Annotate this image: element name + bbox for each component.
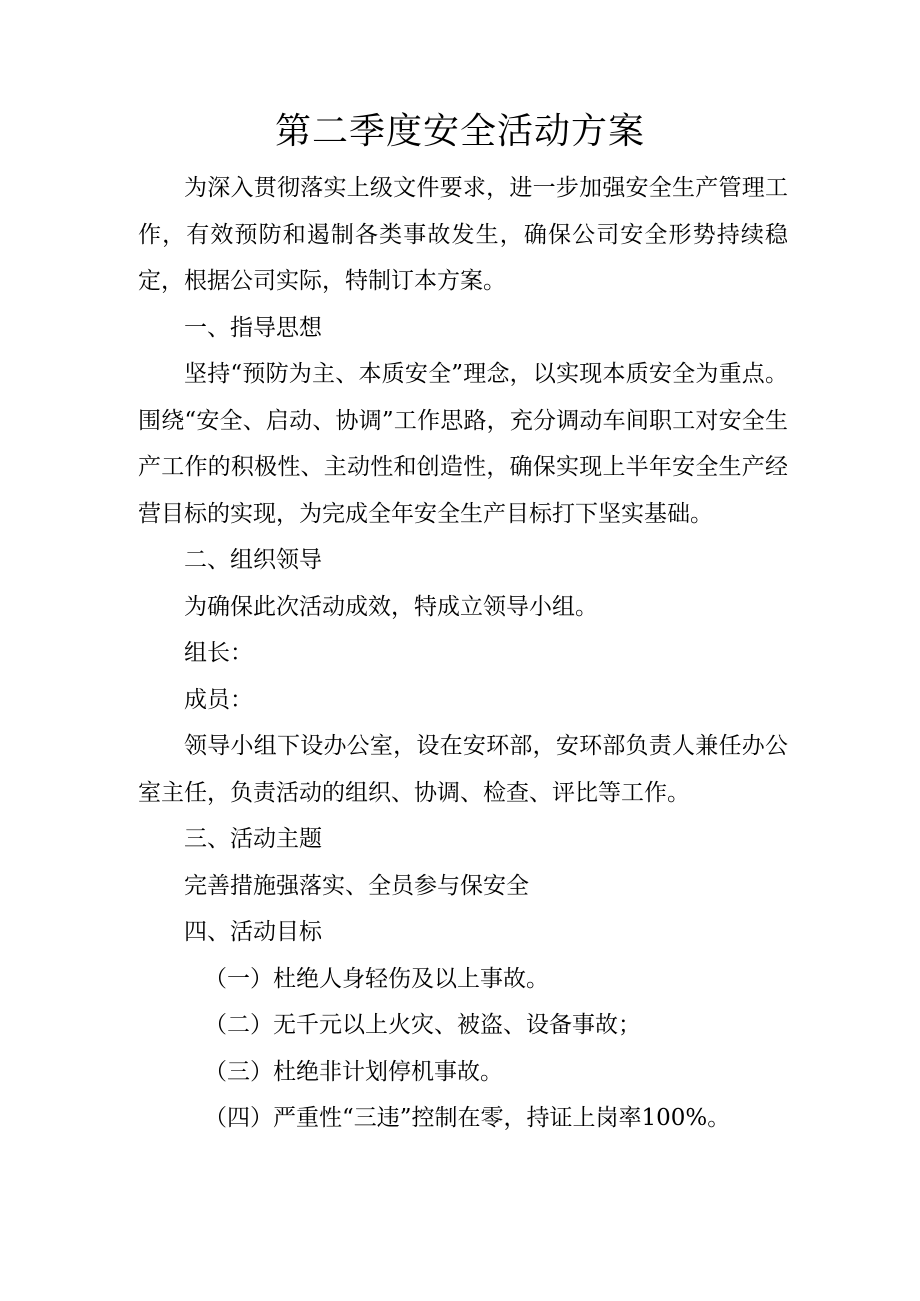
section-heading-goals: 四、活动目标 [184, 919, 322, 945]
section-heading-theme: 三、活动主题 [184, 826, 322, 852]
organization-paragraph: 为确保此次活动成效，特成立领导小组。 [184, 593, 598, 620]
group-leader-line: 组长： [184, 640, 253, 666]
section-heading-guiding-ideology: 一、指导思想 [184, 314, 322, 341]
document-body [138, 165, 788, 1142]
group-members-line: 成员： [184, 686, 253, 713]
guiding-ideology-paragraph: 坚持“预防为主、本质安全”理念，以实现本质安全为重点。围绕“安全、启动、协调”工作思路，充分调动车间职工对安全生产工作的积极性、主动性和创造性，确保实现上半年安全生产经营目标的实现，为完成全年安全生产目标打下坚实基础。 [138, 361, 788, 527]
goal-item-1: （一）杜绝人身轻伤及以上事故。 [204, 965, 549, 992]
goal-item-4: （四）严重性“三违”控制在零，持证上岗率100%。 [204, 1105, 731, 1131]
goal-item-2: （二）无千元以上火灾、被盗、设备事故； [204, 1012, 641, 1038]
section-heading-organization: 二、组织领导 [184, 547, 322, 573]
intro-paragraph: 为深入贯彻落实上级文件要求，进一步加强安全生产管理工作，有效预防和遏制各类事故发生，确保公司安全形势持续稳定，根据公司实际，特制订本方案。 [138, 175, 788, 294]
goal-item-3: （三）杜绝非计划停机事故。 [204, 1058, 503, 1085]
office-paragraph: 领导小组下设办公室，设在安环部，安环部负责人兼任办公室主任，负责活动的组织、协调、检查、评比等工作。 [138, 733, 788, 806]
theme-paragraph: 完善措施强落实、全员参与保安全 [184, 872, 529, 899]
document-title: 第二季度安全活动方案 [274, 111, 645, 152]
